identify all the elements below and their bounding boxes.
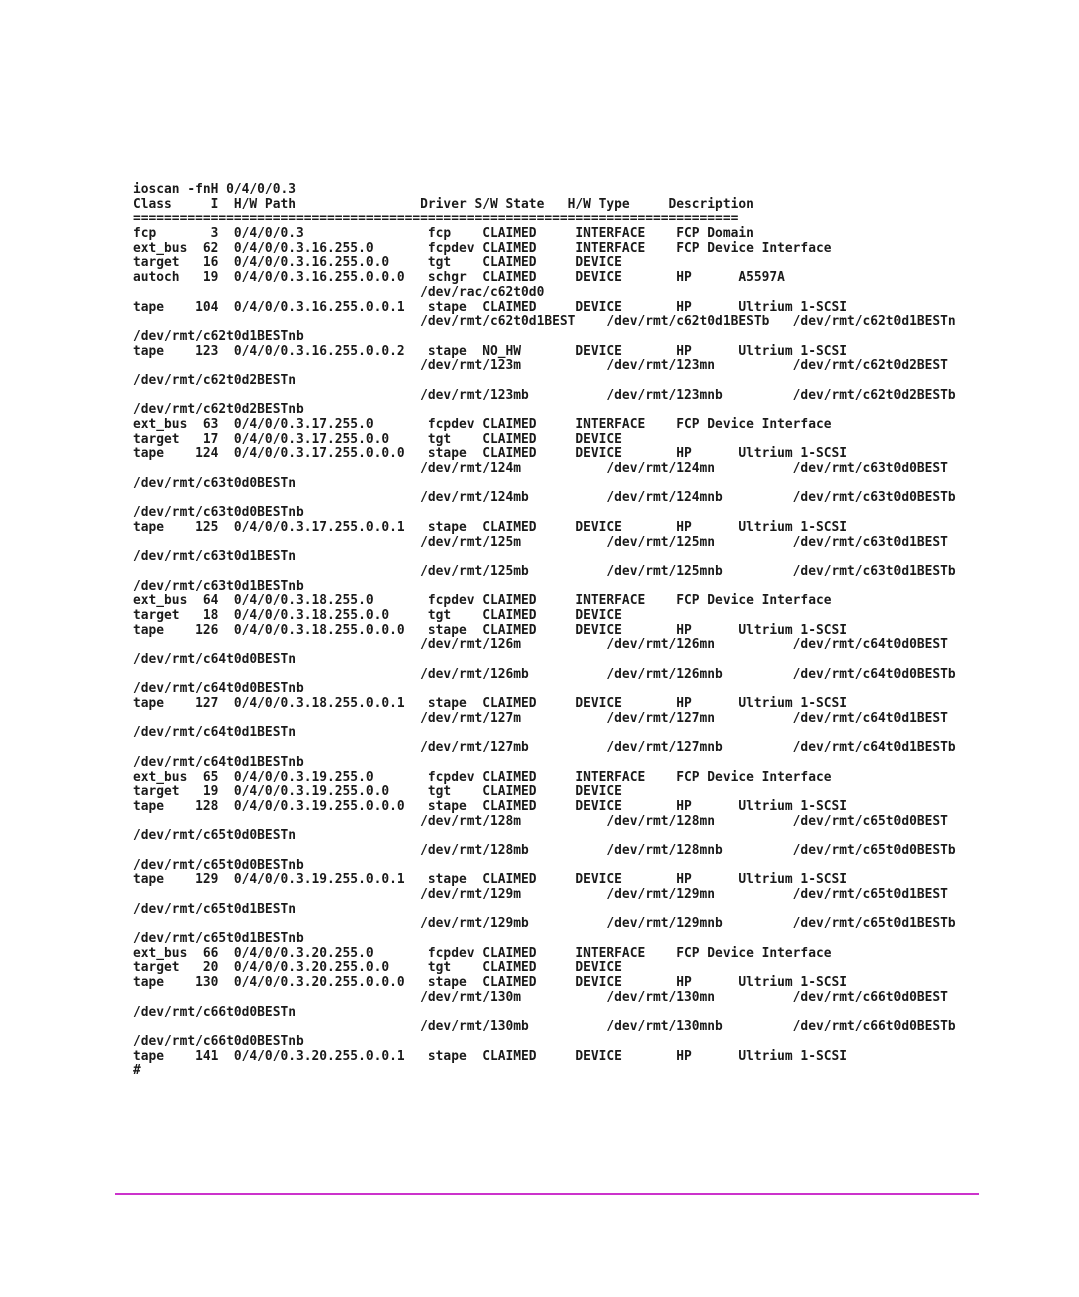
terminal-line: /dev/rmt/129m /dev/rmt/129mn /dev/rmt/c65t0d1BEST xyxy=(133,887,948,902)
terminal-line: ============================================================================== xyxy=(133,211,739,227)
terminal-line: /dev/rmt/123m /dev/rmt/123mn /dev/rmt/c62t0d2BEST xyxy=(133,358,948,374)
terminal-line: autoch 19 0/4/0/0.3.16.255.0.0.0 schgr CLAIMED DEVICE HP A5597A xyxy=(133,270,785,286)
terminal-line: /dev/rmt/125mb /dev/rmt/125mnb /dev/rmt/c63t0d1BESTb xyxy=(133,563,956,579)
terminal-line: /dev/rmt/125m /dev/rmt/125mn /dev/rmt/c63t0d1BEST xyxy=(133,534,948,550)
terminal-line: ext_bus 64 0/4/0/0.3.18.255.0 fcpdev CLAIMED INTERFACE FCP Device Interface xyxy=(133,593,832,609)
terminal-line: /dev/rmt/c62t0d1BEST /dev/rmt/c62t0d1BESTb /dev/rmt/c62t0d1BESTn xyxy=(133,314,956,330)
terminal-line: /dev/rmt/c62t0d2BESTn xyxy=(133,372,296,388)
terminal-line: /dev/rmt/127m /dev/rmt/127mn /dev/rmt/c64t0d1BEST xyxy=(133,710,948,726)
terminal-line: /dev/rmt/c64t0d0BESTn xyxy=(133,652,296,667)
terminal-line: ext_bus 63 0/4/0/0.3.17.255.0 fcpdev CLAIMED INTERFACE FCP Device Interface xyxy=(133,417,832,432)
terminal-line: tape 125 0/4/0/0.3.17.255.0.0.1 stape CLAIMED DEVICE HP Ultrium 1-SCSI xyxy=(133,519,847,535)
terminal-line: target 16 0/4/0/0.3.16.255.0.0 tgt CLAIMED DEVICE xyxy=(133,255,622,271)
terminal-line: /dev/rmt/c64t0d0BESTnb xyxy=(133,681,304,697)
terminal-line: /dev/rmt/c63t0d0BESTn xyxy=(133,475,296,491)
terminal-line: ext_bus 65 0/4/0/0.3.19.255.0 fcpdev CLAIMED INTERFACE FCP Device Interface xyxy=(133,769,832,785)
terminal-line: /dev/rmt/c63t0d1BESTn xyxy=(133,549,296,565)
terminal-line: /dev/rmt/128m /dev/rmt/128mn /dev/rmt/c65t0d0BEST xyxy=(133,813,948,829)
terminal-line: /dev/rmt/c66t0d0BESTn xyxy=(133,1004,296,1020)
terminal-line: target 18 0/4/0/0.3.18.255.0.0 tgt CLAIMED DEVICE xyxy=(133,607,622,623)
terminal-line: tape 126 0/4/0/0.3.18.255.0.0.0 stape CLAIMED DEVICE HP Ultrium 1-SCSI xyxy=(133,622,847,638)
terminal-line: tape 123 0/4/0/0.3.16.255.0.0.2 stape NO_HW DEVICE HP Ultrium 1-SCSI xyxy=(133,343,847,359)
terminal-line: ext_bus 66 0/4/0/0.3.20.255.0 fcpdev CLAIMED INTERFACE FCP Device Interface xyxy=(133,945,832,961)
terminal-line: /dev/rmt/129mb /dev/rmt/129mnb /dev/rmt/c65t0d1BESTb xyxy=(133,916,956,932)
terminal-line: tape 124 0/4/0/0.3.17.255.0.0.0 stape CLAIMED DEVICE HP Ultrium 1-SCSI xyxy=(133,446,847,462)
terminal-line: /dev/rmt/c66t0d0BESTnb xyxy=(133,1033,304,1049)
footer-rule xyxy=(115,1193,979,1195)
terminal-line: tape 127 0/4/0/0.3.18.255.0.0.1 stape CLAIMED DEVICE HP Ultrium 1-SCSI xyxy=(133,696,847,712)
terminal-line: target 17 0/4/0/0.3.17.255.0.0 tgt CLAIMED DEVICE xyxy=(133,431,622,447)
terminal-line: /dev/rmt/130mb /dev/rmt/130mnb /dev/rmt/c66t0d0BESTb xyxy=(133,1019,956,1035)
terminal-line: # xyxy=(133,1063,141,1079)
terminal-line: /dev/rmt/123mb /dev/rmt/123mnb /dev/rmt/c62t0d2BESTb xyxy=(133,387,956,403)
terminal-line: /dev/rmt/c65t0d1BESTn xyxy=(133,901,296,917)
terminal-line: tape 104 0/4/0/0.3.16.255.0.0.1 stape CLAIMED DEVICE HP Ultrium 1-SCSI xyxy=(133,299,847,315)
terminal-line: Class I H/W Path Driver S/W State H/W Type Description xyxy=(133,196,754,212)
terminal-line: /dev/rmt/c62t0d1BESTnb xyxy=(133,328,304,344)
terminal-line: /dev/rmt/124mb /dev/rmt/124mnb /dev/rmt/c63t0d0BESTb xyxy=(133,490,956,506)
terminal-line: tape 141 0/4/0/0.3.20.255.0.0.1 stape CLAIMED DEVICE HP Ultrium 1-SCSI xyxy=(133,1048,847,1064)
terminal-line: /dev/rmt/c63t0d1BESTnb xyxy=(133,578,304,594)
terminal-line: /dev/rmt/124m /dev/rmt/124mn /dev/rmt/c63t0d0BEST xyxy=(133,461,948,477)
terminal-line: /dev/rmt/126m /dev/rmt/126mn /dev/rmt/c64t0d0BEST xyxy=(133,637,948,653)
terminal-line: /dev/rac/c62t0d0 xyxy=(133,284,545,300)
terminal-line: /dev/rmt/c64t0d1BESTn xyxy=(133,725,296,741)
terminal-line: ioscan -fnH 0/4/0/0.3 xyxy=(133,182,296,197)
terminal-line: /dev/rmt/130m /dev/rmt/130mn /dev/rmt/c66t0d0BEST xyxy=(133,989,948,1005)
terminal-line: /dev/rmt/127mb /dev/rmt/127mnb /dev/rmt/c64t0d1BESTb xyxy=(133,740,956,756)
terminal-line: fcp 3 0/4/0/0.3 fcp CLAIMED INTERFACE FCP Domain xyxy=(133,226,754,242)
terminal-line: /dev/rmt/c62t0d2BESTnb xyxy=(133,402,304,418)
terminal-line: tape 130 0/4/0/0.3.20.255.0.0.0 stape CLAIMED DEVICE HP Ultrium 1-SCSI xyxy=(133,975,847,991)
terminal-line: /dev/rmt/128mb /dev/rmt/128mnb /dev/rmt/c65t0d0BESTb xyxy=(133,842,956,858)
terminal-line: /dev/rmt/c65t0d0BESTnb xyxy=(133,857,304,873)
terminal-line: /dev/rmt/c65t0d0BESTn xyxy=(133,828,296,844)
terminal-line: tape 128 0/4/0/0.3.19.255.0.0.0 stape CLAIMED DEVICE HP Ultrium 1-SCSI xyxy=(133,798,847,814)
terminal-line: /dev/rmt/c65t0d1BESTnb xyxy=(133,931,304,947)
terminal-line: /dev/rmt/126mb /dev/rmt/126mnb /dev/rmt/c64t0d0BESTb xyxy=(133,666,956,682)
terminal-line: /dev/rmt/c64t0d1BESTnb xyxy=(133,754,304,770)
terminal-line: target 20 0/4/0/0.3.20.255.0.0 tgt CLAIMED DEVICE xyxy=(133,960,622,976)
terminal-line: target 19 0/4/0/0.3.19.255.0.0 tgt CLAIMED DEVICE xyxy=(133,784,622,800)
terminal-line: /dev/rmt/c63t0d0BESTnb xyxy=(133,505,304,521)
terminal-output xyxy=(133,183,956,1079)
terminal-line: tape 129 0/4/0/0.3.19.255.0.0.1 stape CLAIMED DEVICE HP Ultrium 1-SCSI xyxy=(133,872,847,888)
terminal-line: ext_bus 62 0/4/0/0.3.16.255.0 fcpdev CLAIMED INTERFACE FCP Device Interface xyxy=(133,240,832,256)
